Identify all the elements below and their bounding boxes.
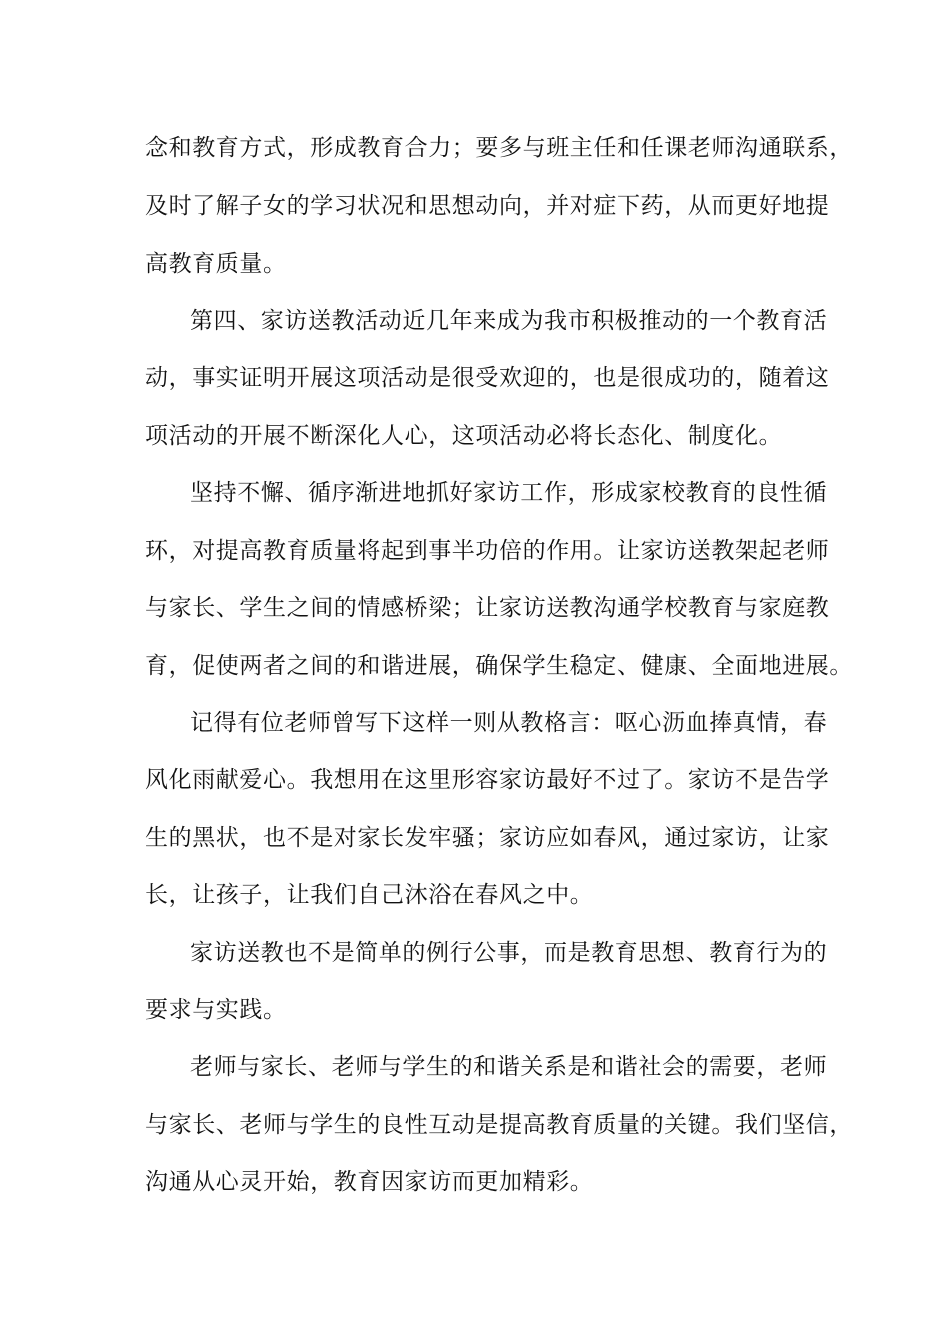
line-text: 动，事实证明开展这项活动是很受欢迎的，也是很成功的，随着这 [145, 365, 830, 391]
text-line [0, 1162, 950, 1202]
line-text: 高教育质量。 [145, 251, 287, 277]
line-text: 长，让孩子，让我们自己沐浴在春风之中。 [145, 882, 594, 908]
line-text: 沟通从心灵开始，教育因家访而更加精彩。 [145, 1169, 594, 1195]
line-text: 及时了解子女的学习状况和思想动向，并对症下药，从而更好地提 [145, 193, 830, 219]
text-line [0, 531, 950, 571]
text-line [0, 473, 950, 513]
line-text: 与家长、老师与学生的良性互动是提高教育质量的关键。我们坚信， [145, 1112, 853, 1138]
line-text: 老师与家长、老师与学生的和谐关系是和谐社会的需要，老师 [190, 1054, 828, 1080]
line-text: 念和教育方式，形成教育合力；要多与班主任和任课老师沟通联系， [145, 135, 853, 161]
text-line [0, 875, 950, 915]
line-text: 与家长、学生之间的情感桥梁；让家访送教沟通学校教育与家庭教 [145, 595, 830, 621]
text-line [0, 646, 950, 686]
text-line [0, 1105, 950, 1145]
text-line [0, 703, 950, 743]
text-line [0, 301, 950, 341]
text-line [0, 588, 950, 628]
line-text: 坚持不懈、循序渐进地抓好家访工作，形成家校教育的良性循 [190, 480, 828, 506]
line-text: 项活动的开展不断深化人心，这项活动必将长态化、制度化。 [145, 423, 783, 449]
text-line [0, 358, 950, 398]
text-line [0, 128, 950, 168]
line-text: 育，促使两者之间的和谐进展，确保学生稳定、健康、全面地进展。 [145, 653, 853, 679]
line-text: 记得有位老师曾写下这样一则从教格言：呕心沥血捧真情，春 [190, 710, 828, 736]
text-line [0, 416, 950, 456]
line-text: 家访送教也不是简单的例行公事，而是教育思想、教育行为的 [190, 940, 828, 966]
text-line [0, 244, 950, 284]
text-line [0, 1047, 950, 1087]
text-line [0, 760, 950, 800]
line-text: 环，对提高教育质量将起到事半功倍的作用。让家访送教架起老师 [145, 538, 830, 564]
text-line [0, 990, 950, 1030]
text-line [0, 818, 950, 858]
line-text: 风化雨献爱心。我想用在这里形容家访最好不过了。家访不是告学 [145, 767, 830, 793]
line-text: 要求与实践。 [145, 997, 287, 1023]
line-text: 生的黑状，也不是对家长发牢骚；家访应如春风，通过家访，让家 [145, 825, 830, 851]
text-line [0, 186, 950, 226]
text-line [0, 933, 950, 973]
line-text: 第四、家访送教活动近几年来成为我市积极推动的一个教育活 [190, 308, 828, 334]
